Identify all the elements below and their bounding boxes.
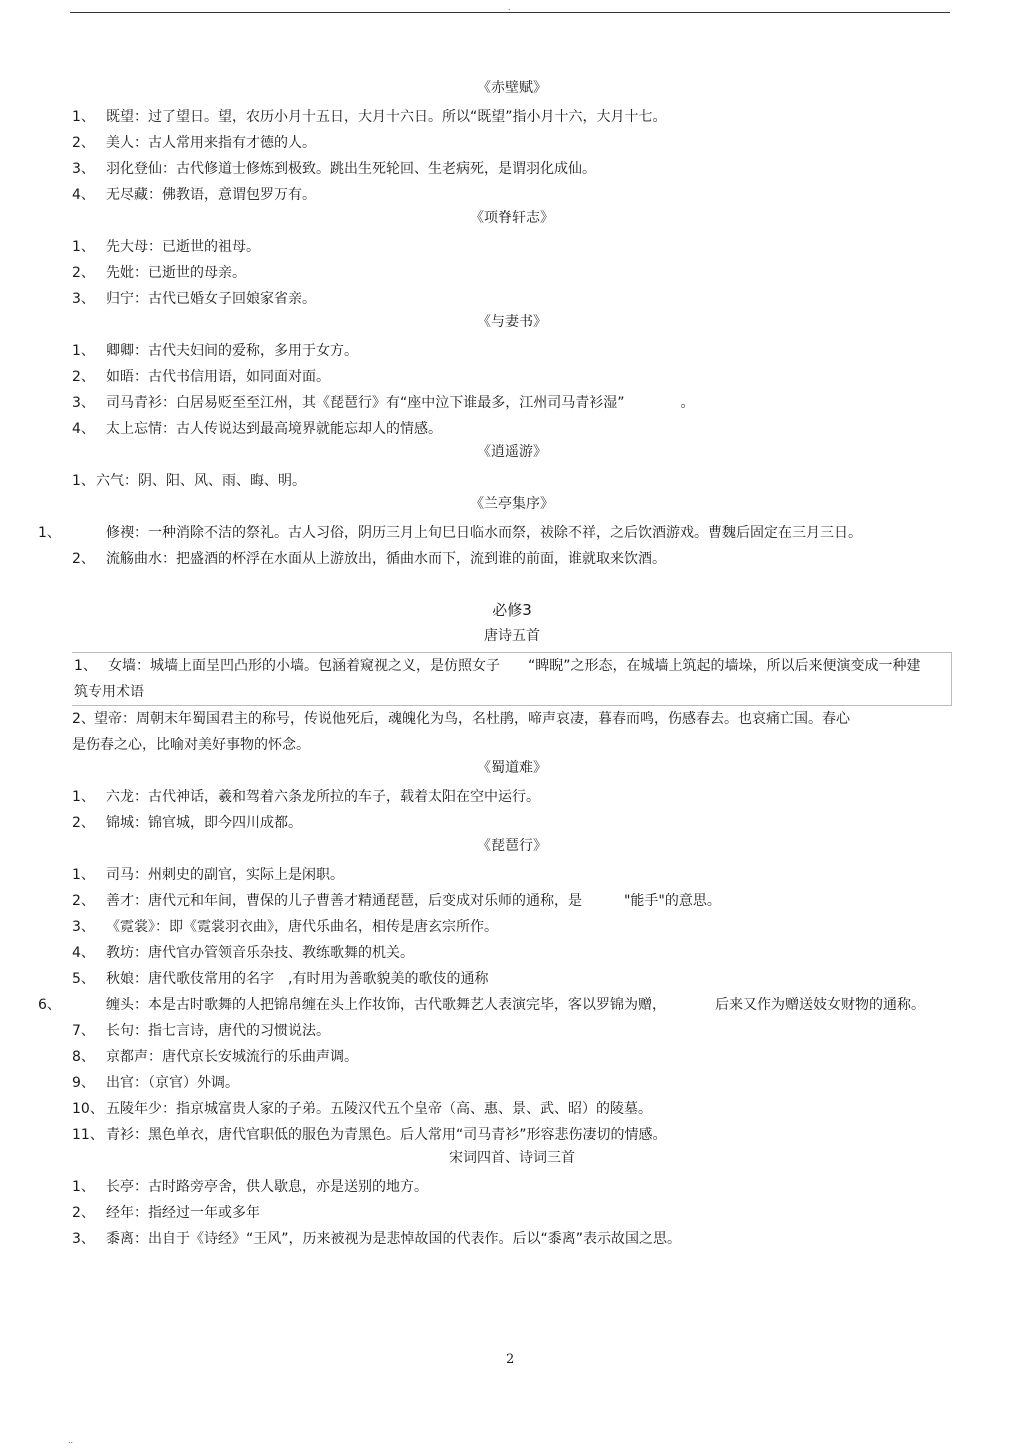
list-item [72, 966, 952, 992]
list-item [72, 888, 952, 914]
item-text: 出官：（京官）外调。 [106, 1075, 239, 1091]
item-text: 如晤：古代书信用语，如同面对面。 [106, 369, 330, 385]
list-item [72, 1070, 952, 1096]
item-number: 11、 [72, 1127, 104, 1143]
item-text: 长句：指七言诗，唐代的习惯说法。 [106, 1023, 330, 1039]
content [38, 78, 952, 1252]
item-number: 4、 [72, 421, 95, 437]
item-text: 太上忘情：古人传说达到最高境界就能忘却人的情感。 [106, 421, 442, 437]
item-number: 2、 [72, 135, 95, 151]
item-text: 五陵年少：指京城富贵人家的子弟。五陵汉代五个皇帝（高、惠、景、武、昭）的陵墓。 [106, 1101, 652, 1117]
header-mark: . [508, 3, 511, 12]
item-text: 锦城：锦官城，即今四川成都。 [106, 815, 302, 831]
item-number: 2、 [72, 265, 95, 281]
list-item [72, 468, 952, 494]
section-title: 宋词四首、诗词三首 [449, 1150, 575, 1166]
item-text: 善才：唐代元和年间，曹保的儿子曹善才精通琵琶，后变成对乐师的通称，是 "能手"的意思。 [106, 893, 721, 909]
item-text: 美人：古人常用来指有才德的人。 [106, 135, 316, 151]
list-item [72, 156, 952, 182]
item-text: 先大母：已逝世的祖母。 [106, 239, 260, 255]
item-number: 1、 [72, 239, 95, 255]
item-text: 黍离：出自于《诗经》“王风”，历来被视为是悲悼故国的代表作。后以“黍离”表示故国之思。 [106, 1231, 682, 1247]
item-text: 无尽藏：佛教语，意谓包罗万有。 [106, 187, 316, 203]
item-number: 1、 [72, 473, 95, 489]
item-number: 3、 [72, 1231, 95, 1247]
section-title: 《兰亭集序》 [470, 496, 554, 512]
item-number: 2、 [72, 893, 95, 909]
list-item [72, 914, 952, 940]
item-text: 流觞曲水：把盛酒的杯浮在水面从上游放出，循曲水而下，流到谁的前面，谁就取来饮酒。 [106, 551, 666, 567]
item-text: 教坊：唐代官办管领音乐杂技、教练歌舞的机关。 [106, 945, 414, 961]
list-item [72, 862, 952, 888]
item-number: 6、 [38, 997, 61, 1013]
list-item [38, 520, 952, 546]
item-number: 1、 [72, 343, 95, 359]
item-number: 1、 [72, 1179, 95, 1195]
item-text: 修禊：一种消除不洁的祭礼。古人习俗，阴历三月上旬巳日临水而祭，祓除不祥，之后饮酒游戏。曹魏后固定在三月三日。 [106, 525, 862, 541]
item-number: 2、 [72, 1205, 95, 1221]
item-number: 4、 [72, 945, 95, 961]
list-item [72, 338, 952, 364]
list-item [72, 182, 952, 208]
item-text: 归宁：古代已婚女子回娘家省亲。 [106, 291, 316, 307]
item-text: 《霓裳》：即《霓裳羽衣曲》，唐代乐曲名，相传是唐玄宗所作。 [106, 919, 498, 935]
item-number: 5、 [72, 971, 95, 987]
item-text: 京都声：唐代京长安城流行的乐曲声调。 [106, 1049, 358, 1065]
item-number: 3、 [72, 395, 95, 411]
item-number: 1、 [72, 789, 95, 805]
section-title: 唐诗五首 [484, 628, 540, 644]
item-text: 既望：过了望日。望，农历小月十五日，大月十六日。所以“既望”指小月十六，大月十七。 [106, 109, 667, 125]
page-number: 2 [506, 1352, 515, 1367]
list-item [72, 1096, 952, 1122]
list-item [72, 390, 952, 416]
item-text: 缠头：本是古时歌舞的人把锦帛缠在头上作妆饰，古代歌舞艺人表演完毕，客以罗锦为赠， 后来又作为赠送妓女财物的通称。 [106, 997, 925, 1013]
list-item [72, 1200, 952, 1226]
item-number: 4、 [72, 187, 95, 203]
item-text: 司马青衫：白居易贬至至江州，其《琵琶行》有“座中泣下谁最多，江州司马青衫湿” 。 [106, 395, 695, 411]
footer-mark: .. [68, 1436, 74, 1445]
list-item [38, 992, 952, 1018]
item-text: 羽化登仙：古代修道士修炼到极致。跳出生死轮回、生老病死，是谓羽化成仙。 [106, 161, 596, 177]
item-number: 3、 [72, 291, 95, 307]
item-text: 女墙：城墙上面呈凹凸形的小墙。包涵着窥视之义，是仿照女子 “睥睨”之形态，在城墙上筑起的墙垛，所以后来便演变成一种建筑专用术语 [74, 658, 921, 700]
list-item [72, 706, 952, 758]
list-item [72, 784, 952, 810]
list-item [72, 1226, 952, 1252]
item-text: 司马：州刺史的副官，实际上是闲职。 [106, 867, 344, 883]
item-number: 1、 [38, 525, 61, 541]
item-number: 3、 [72, 161, 95, 177]
item-number: 1、 [72, 109, 95, 125]
list-item [72, 1122, 952, 1148]
item-number: 3、 [72, 919, 95, 935]
list-item [72, 130, 952, 156]
item-number: 7、 [72, 1023, 95, 1039]
item-number: 2、 [72, 551, 95, 567]
section-title: 《赤壁赋》 [477, 80, 547, 96]
list-item [72, 104, 952, 130]
item-number: 9、 [72, 1075, 95, 1091]
item-number: 2、 [72, 815, 95, 831]
list-item [72, 416, 952, 442]
item-text: 六气：阴、阳、风、雨、晦、明。 [96, 473, 306, 489]
list-item [72, 364, 952, 390]
item-number: 2、 [72, 369, 95, 385]
item-number: 1、 [74, 658, 97, 674]
item-text: 望帝：周朝末年蜀国君主的称号，传说他死后，魂魄化为鸟，名杜鹃，啼声哀凄，暮春而鸣，伤感春去。也哀痛亡国。春心是伤春之心，比喻对美好事物的怀念。 [72, 711, 850, 753]
list-item [72, 286, 952, 312]
list-item [72, 1044, 952, 1070]
list-item [72, 1174, 952, 1200]
part-title: 必修3 [492, 601, 532, 619]
item-number: 10、 [72, 1101, 104, 1117]
list-item [72, 546, 952, 572]
list-item [72, 652, 952, 706]
item-text: 青衫：黑色单衣，唐代官职低的服色为青黑色。后人常用“司马青衫”形容悲伤凄切的情感。 [106, 1127, 667, 1143]
item-number: 1、 [72, 867, 95, 883]
header-rule [70, 12, 950, 13]
item-text: 卿卿：古代夫妇间的爱称，多用于女方。 [106, 343, 358, 359]
list-item [72, 1018, 952, 1044]
item-text: 秋娘：唐代歌伎常用的名字 ,有时用为善歌貌美的歌伎的通称 [106, 971, 489, 987]
section-title: 《蜀道难》 [477, 760, 547, 776]
section-title: 《逍遥游》 [477, 444, 547, 460]
section-title: 《琵琶行》 [477, 838, 547, 854]
item-number: 2、 [72, 711, 95, 727]
item-number: 8、 [72, 1049, 95, 1065]
item-text: 长亭：古时路旁亭舍，供人歇息，亦是送别的地方。 [106, 1179, 428, 1195]
section-title: 《与妻书》 [477, 314, 547, 330]
section-title: 《项脊轩志》 [470, 210, 554, 226]
item-text: 经年：指经过一年或多年 [106, 1205, 260, 1221]
list-item [72, 234, 952, 260]
list-item [72, 940, 952, 966]
item-text: 先妣：已逝世的母亲。 [106, 265, 246, 281]
item-text: 六龙：古代神话，羲和驾着六条龙所拉的车子，载着太阳在空中运行。 [106, 789, 540, 805]
list-item [72, 810, 952, 836]
list-item [72, 260, 952, 286]
